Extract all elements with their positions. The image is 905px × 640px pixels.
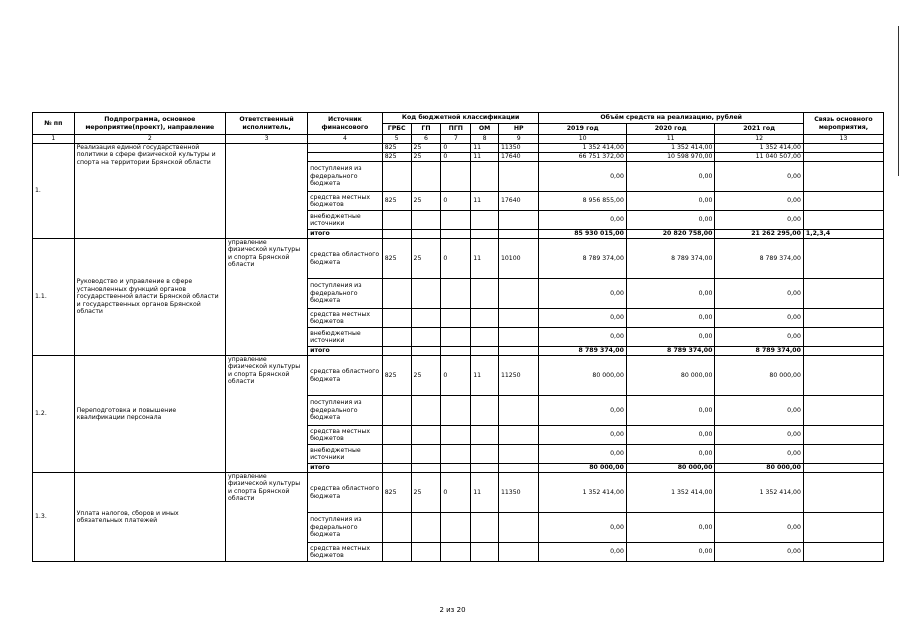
code-pgp — [441, 426, 471, 445]
amount-2020: 0,00 — [626, 543, 715, 562]
funding-source: средства местных бюджетов — [308, 426, 383, 445]
amount-2020: 1 352 414,00 — [626, 144, 715, 153]
funding-source: поступления из федерального бюджета — [308, 279, 383, 309]
amount-2019: 0,00 — [539, 309, 626, 328]
amount-2020: 0,00 — [626, 211, 715, 230]
code-nr — [498, 309, 539, 328]
code-nr — [498, 464, 539, 473]
amount-2021: 0,00 — [715, 211, 804, 230]
amount-2021: 11 040 507,00 — [715, 153, 804, 162]
code-om — [471, 279, 499, 309]
header-pgp: ПГП — [441, 124, 471, 135]
code-grbs: 825 — [382, 192, 411, 211]
link-cell — [803, 309, 883, 328]
program-name: Реализация единой государственной политики в сфере физической культуры и спорта на территории Брянской области — [74, 144, 225, 239]
link-cell — [803, 347, 883, 356]
funding-source: внебюджетные источники — [308, 445, 383, 464]
amount-2020: 0,00 — [626, 192, 715, 211]
program-name: Уплата налогов, сборов и иных обязательных платежей — [74, 473, 225, 562]
code-grbs — [382, 543, 411, 562]
code-om — [471, 543, 499, 562]
code-nr — [498, 513, 539, 543]
code-om — [471, 162, 499, 192]
program-name: Переподготовка и повышение квалификации персонала — [74, 356, 225, 473]
code-pgp: 0 — [441, 144, 471, 153]
code-grbs: 825 — [382, 356, 411, 396]
budget-sheet — [32, 112, 884, 562]
amount-2020: 8 789 374,00 — [626, 347, 715, 356]
amount-2021: 8 789 374,00 — [715, 347, 804, 356]
code-om — [471, 426, 499, 445]
column-number-row — [33, 135, 884, 144]
code-grbs — [382, 309, 411, 328]
header-bk-group: Код бюджетной классификации — [382, 113, 539, 124]
header-2020: 2020 год — [626, 124, 715, 135]
header-nr: НР — [498, 124, 539, 135]
code-pgp: 0 — [441, 153, 471, 162]
amount-2019: 8 789 374,00 — [539, 347, 626, 356]
amount-2021: 0,00 — [715, 426, 804, 445]
code-nr: 17640 — [498, 153, 539, 162]
amount-2020: 0,00 — [626, 328, 715, 347]
code-nr: 10100 — [498, 239, 539, 279]
code-om: 11 — [471, 473, 499, 513]
code-pgp — [441, 211, 471, 230]
code-om: 11 — [471, 192, 499, 211]
link-cell — [803, 464, 883, 473]
amount-2021: 0,00 — [715, 328, 804, 347]
amount-2019: 0,00 — [539, 211, 626, 230]
code-nr — [498, 211, 539, 230]
table-row — [33, 473, 884, 513]
code-pgp — [441, 230, 471, 239]
header-source: Источник финансового — [308, 113, 383, 135]
code-gp — [411, 279, 441, 309]
amount-2020: 80 000,00 — [626, 464, 715, 473]
column-number: 4 — [308, 135, 383, 144]
amount-2021: 0,00 — [715, 543, 804, 562]
header-grbs: ГРБС — [382, 124, 411, 135]
code-om — [471, 445, 499, 464]
page-edge-line — [898, 26, 899, 176]
column-number: 1 — [33, 135, 75, 144]
code-gp — [411, 513, 441, 543]
responsible-executor — [226, 144, 308, 239]
code-grbs — [382, 230, 411, 239]
amount-2021: 0,00 — [715, 279, 804, 309]
link-cell — [803, 356, 883, 396]
amount-2020: 0,00 — [626, 513, 715, 543]
header-link: Связь основного мероприятия, — [803, 113, 883, 135]
funding-source: средства областного бюджета — [308, 473, 383, 513]
header-2021: 2021 год — [715, 124, 804, 135]
table-row — [33, 356, 884, 396]
code-nr: 11350 — [498, 144, 539, 153]
link-cell — [803, 211, 883, 230]
funding-source: итого — [308, 347, 383, 356]
code-nr — [498, 543, 539, 562]
code-grbs — [382, 162, 411, 192]
code-gp: 25 — [411, 356, 441, 396]
funding-source — [308, 144, 383, 153]
code-pgp — [441, 309, 471, 328]
code-grbs — [382, 464, 411, 473]
code-grbs — [382, 396, 411, 426]
amount-2021: 0,00 — [715, 445, 804, 464]
table-row — [33, 144, 884, 153]
code-om — [471, 347, 499, 356]
code-om — [471, 211, 499, 230]
code-om: 11 — [471, 144, 499, 153]
funding-source: поступления из федерального бюджета — [308, 513, 383, 543]
code-grbs: 825 — [382, 144, 411, 153]
link-cell — [803, 279, 883, 309]
code-grbs — [382, 211, 411, 230]
code-gp — [411, 426, 441, 445]
amount-2020: 10 598 970,00 — [626, 153, 715, 162]
header-responsible: Ответственный исполнитель, — [226, 113, 308, 135]
code-om — [471, 230, 499, 239]
amount-2021: 0,00 — [715, 513, 804, 543]
code-pgp — [441, 396, 471, 426]
amount-2020: 0,00 — [626, 309, 715, 328]
budget-table — [32, 112, 884, 562]
link-cell — [803, 426, 883, 445]
header-no: № пп — [33, 113, 75, 135]
code-om: 11 — [471, 153, 499, 162]
code-grbs — [382, 347, 411, 356]
code-pgp — [441, 513, 471, 543]
code-grbs — [382, 328, 411, 347]
item-number: 1.2. — [33, 356, 75, 473]
code-om: 11 — [471, 239, 499, 279]
code-grbs — [382, 279, 411, 309]
item-number: 1. — [33, 144, 75, 239]
amount-2019: 8 956 855,00 — [539, 192, 626, 211]
funding-source: итого — [308, 464, 383, 473]
responsible-executor: управление физической культуры и спорта Брянской области — [226, 356, 308, 473]
code-gp — [411, 328, 441, 347]
code-nr — [498, 347, 539, 356]
code-nr — [498, 230, 539, 239]
link-cell — [803, 239, 883, 279]
code-grbs — [382, 513, 411, 543]
column-number: 3 — [226, 135, 308, 144]
code-om — [471, 513, 499, 543]
link-cell — [803, 445, 883, 464]
code-pgp: 0 — [441, 192, 471, 211]
amount-2020: 0,00 — [626, 445, 715, 464]
code-gp — [411, 211, 441, 230]
column-number: 5 — [382, 135, 411, 144]
table-header — [33, 113, 884, 144]
funding-source: средства областного бюджета — [308, 356, 383, 396]
code-gp — [411, 347, 441, 356]
table-body — [33, 144, 884, 562]
funding-source — [308, 153, 383, 162]
column-number: 7 — [441, 135, 471, 144]
responsible-executor: управление физической культуры и спорта Брянской области — [226, 239, 308, 356]
code-pgp: 0 — [441, 356, 471, 396]
code-nr: 11250 — [498, 356, 539, 396]
code-pgp — [441, 464, 471, 473]
amount-2020: 1 352 414,00 — [626, 473, 715, 513]
column-number: 12 — [715, 135, 804, 144]
code-gp: 25 — [411, 239, 441, 279]
code-gp — [411, 396, 441, 426]
amount-2019: 0,00 — [539, 279, 626, 309]
amount-2021: 0,00 — [715, 396, 804, 426]
amount-2020: 0,00 — [626, 162, 715, 192]
funding-source: средства областного бюджета — [308, 239, 383, 279]
amount-2021: 1 352 414,00 — [715, 473, 804, 513]
code-gp: 25 — [411, 153, 441, 162]
funding-source: итого — [308, 230, 383, 239]
link-cell — [803, 153, 883, 162]
link-cell — [803, 144, 883, 153]
funding-source: внебюджетные источники — [308, 328, 383, 347]
code-gp — [411, 543, 441, 562]
column-number: 2 — [74, 135, 225, 144]
amount-2021: 0,00 — [715, 192, 804, 211]
code-grbs — [382, 426, 411, 445]
code-gp — [411, 309, 441, 328]
amount-2020: 0,00 — [626, 426, 715, 445]
link-cell — [803, 328, 883, 347]
amount-2020: 8 789 374,00 — [626, 239, 715, 279]
link-cell — [803, 192, 883, 211]
column-number: 9 — [498, 135, 539, 144]
code-gp: 25 — [411, 144, 441, 153]
code-nr: 11350 — [498, 473, 539, 513]
code-nr: 17640 — [498, 192, 539, 211]
code-pgp — [441, 162, 471, 192]
column-number: 13 — [803, 135, 883, 144]
amount-2019: 1 352 414,00 — [539, 473, 626, 513]
amount-2021: 1 352 414,00 — [715, 144, 804, 153]
code-pgp — [441, 328, 471, 347]
code-gp — [411, 464, 441, 473]
code-grbs: 825 — [382, 153, 411, 162]
program-name: Руководство и управление в сфере установленных функций органов государственной власти Брянской области и государственных органов Брянской области — [74, 239, 225, 356]
table-row — [33, 239, 884, 279]
code-gp: 25 — [411, 192, 441, 211]
code-gp — [411, 445, 441, 464]
header-volume-group: Объём средств на реализацию, рублей — [539, 113, 803, 124]
page-number: 2 из 20 — [439, 606, 466, 614]
code-om — [471, 309, 499, 328]
amount-2021: 0,00 — [715, 309, 804, 328]
amount-2019: 85 930 015,00 — [539, 230, 626, 239]
funding-source: средства местных бюджетов — [308, 543, 383, 562]
code-grbs: 825 — [382, 473, 411, 513]
amount-2019: 0,00 — [539, 328, 626, 347]
funding-source: внебюджетные источники — [308, 211, 383, 230]
code-gp — [411, 230, 441, 239]
code-grbs: 825 — [382, 239, 411, 279]
code-nr — [498, 426, 539, 445]
link-cell — [803, 162, 883, 192]
column-number: 10 — [539, 135, 626, 144]
amount-2021: 8 789 374,00 — [715, 239, 804, 279]
funding-source: поступления из федерального бюджета — [308, 396, 383, 426]
amount-2019: 1 352 414,00 — [539, 144, 626, 153]
link-cell — [803, 513, 883, 543]
header-2019: 2019 год — [539, 124, 626, 135]
header-gp: ГП — [411, 124, 441, 135]
amount-2021: 0,00 — [715, 162, 804, 192]
amount-2020: 0,00 — [626, 279, 715, 309]
amount-2019: 0,00 — [539, 426, 626, 445]
code-nr — [498, 396, 539, 426]
funding-source: средства местных бюджетов — [308, 309, 383, 328]
amount-2019: 0,00 — [539, 543, 626, 562]
amount-2019: 0,00 — [539, 396, 626, 426]
amount-2021: 80 000,00 — [715, 464, 804, 473]
code-om — [471, 328, 499, 347]
link-cell — [803, 473, 883, 513]
amount-2020: 20 820 758,00 — [626, 230, 715, 239]
column-number: 8 — [471, 135, 499, 144]
amount-2019: 80 000,00 — [539, 356, 626, 396]
code-grbs — [382, 445, 411, 464]
item-number: 1.3. — [33, 473, 75, 562]
code-om: 11 — [471, 356, 499, 396]
amount-2021: 80 000,00 — [715, 356, 804, 396]
amount-2019: 0,00 — [539, 513, 626, 543]
amount-2020: 0,00 — [626, 396, 715, 426]
item-number: 1.1. — [33, 239, 75, 356]
funding-source: средства местных бюджетов — [308, 192, 383, 211]
code-gp — [411, 162, 441, 192]
amount-2019: 80 000,00 — [539, 464, 626, 473]
amount-2019: 8 789 374,00 — [539, 239, 626, 279]
code-pgp: 0 — [441, 239, 471, 279]
amount-2019: 66 751 372,00 — [539, 153, 626, 162]
column-number: 6 — [411, 135, 441, 144]
link-cell — [803, 396, 883, 426]
code-nr — [498, 328, 539, 347]
amount-2019: 0,00 — [539, 162, 626, 192]
code-nr — [498, 279, 539, 309]
code-gp: 25 — [411, 473, 441, 513]
code-nr — [498, 162, 539, 192]
code-om — [471, 464, 499, 473]
amount-2021: 21 262 295,00 — [715, 230, 804, 239]
code-pgp — [441, 543, 471, 562]
funding-source: поступления из федерального бюджета — [308, 162, 383, 192]
code-pgp: 0 — [441, 473, 471, 513]
code-pgp — [441, 347, 471, 356]
responsible-executor: управление физической культуры и спорта Брянской области — [226, 473, 308, 562]
link-cell — [803, 543, 883, 562]
header-program: Подпрограмма, основное мероприятие(проект), направление — [74, 113, 225, 135]
header-om: ОМ — [471, 124, 499, 135]
code-pgp — [441, 279, 471, 309]
code-om — [471, 396, 499, 426]
code-nr — [498, 445, 539, 464]
link-cell: 1,2,3,4 — [803, 230, 883, 239]
amount-2019: 0,00 — [539, 445, 626, 464]
amount-2020: 80 000,00 — [626, 356, 715, 396]
column-number: 11 — [626, 135, 715, 144]
code-pgp — [441, 445, 471, 464]
